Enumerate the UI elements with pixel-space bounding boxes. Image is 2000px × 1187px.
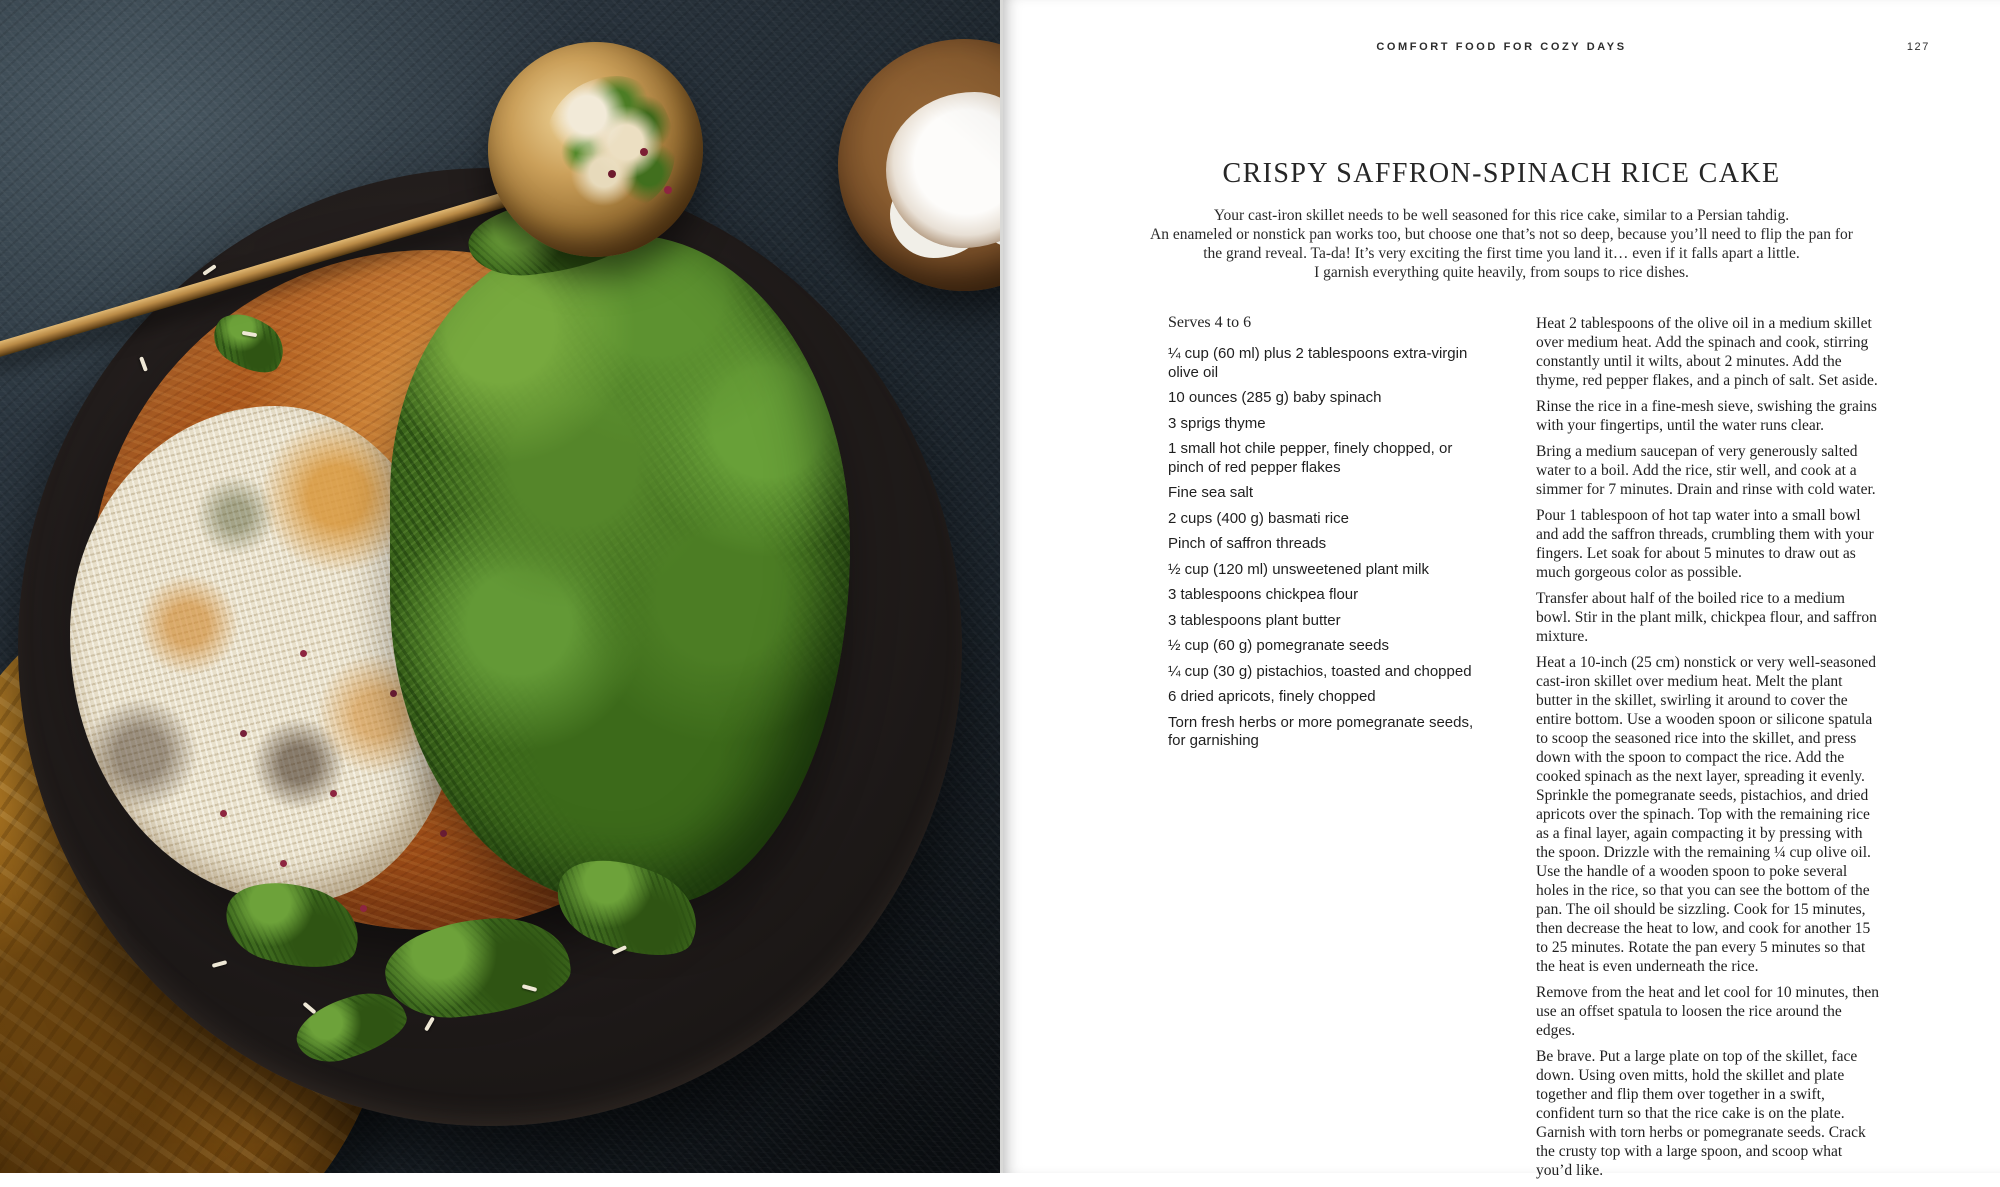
ingredient-item: 3 sprigs thyme (1168, 414, 1266, 432)
instructions-column (1536, 314, 1880, 1187)
running-header: COMFORT FOOD FOR COZY DAYS (1376, 41, 1627, 53)
ingredient-item: 3 tablespoons chickpea flour (1168, 586, 1359, 603)
ingredient-item: ¼ cup (30 g) pistachios, toasted and chopped (1168, 662, 1472, 680)
intro-line: An enameled or nonstick pan works too, but choose one that’s not so deep, because you’ll need to flip the pan for (1150, 226, 1853, 243)
instruction-step: Heat a 10-inch (25 cm) nonstick or very well-seasoned cast-iron skillet over medium heat. Melt the plant butter in the skillet, swirling it around to cover the entire bottom. Use a wooden spoon or silicone spatula to scoop the seasoned rice into the skillet, and press down with the spoon to compact the rice. Add the cooked spinach as the next layer, spreading it evenly. Sprinkle the pomegranate seeds, pistachios, and dried apricots over the spinach. Top with the remaining rice as a final layer, again compacting it by pressing with the spoon. Drizzle with the remaining ¼ cup olive oil. Use the handle of a wooden spoon to poke several holes in the rice, so that you can see the bottom of the pan. The oil should be sizzling. Cook for 15 minutes, then decrease the heat to low, and cook for another 15 to 25 minutes. Rotate the pan every 5 minutes so that the heat is even underneath the rice. (1536, 654, 1877, 975)
instruction-step: Transfer about half of the boiled rice to a medium bowl. Stir in the plant milk, chickpea flour, and saffron mixture. (1536, 590, 1877, 645)
instruction-step: Pour 1 tablespoon of hot tap water into a small bowl and add the saffron threads, crumbling them with your fingers. Let soak for about 5 minutes to draw out as much gorgeous color as possible. (1536, 507, 1874, 581)
ingredient-item: Pinch of saffron threads (1168, 535, 1327, 552)
ingredient-item: Fine sea salt (1168, 484, 1254, 501)
instruction-step: Be brave. Put a large plate on top of the skillet, face down. Using oven mitts, hold the skillet and plate together and flip them over together in a swift, confident turn so that the rice cake is on the plate. Garnish with torn herbs or pomegranate seeds. Crack the crusty top with a large spoon, and scoop what you’d like. (1536, 1048, 1866, 1179)
page-number: 127 (1906, 41, 1930, 53)
pomegranate-seeds (300, 650, 307, 657)
pomegranate-seeds (640, 148, 648, 156)
ingredient-item: 3 tablespoons plant butter (1168, 611, 1341, 629)
recipe-intro (1112, 206, 1892, 282)
ingredient-item: 10 ounces (285 g) baby spinach (1168, 389, 1382, 406)
ingredient-item: ¼ cup (60 ml) plus 2 tablespoons extra-virgin olive oil (1168, 345, 1468, 381)
herb-garnish-pile (390, 235, 850, 905)
ingredients-column (1168, 314, 1490, 758)
intro-line: Your cast-iron skillet needs to be well seasoned for this rice cake, similar to a Persian tahdig. (1213, 207, 1790, 224)
ingredient-item: 2 cups (400 g) basmati rice (1168, 509, 1349, 527)
instruction-step: Heat 2 tablespoons of the olive oil in a medium skillet over medium heat. Add the spinach and cook, stirring constantly until it wilts, about 2 minutes. Add the thyme, red pepper flakes, and a pinch of salt. Set aside. (1536, 315, 1878, 389)
ladle-contents (546, 76, 675, 214)
serves-line: Serves 4 to 6 (1168, 314, 1252, 331)
intro-line: I garnish everything quite heavily, from soups to rice dishes. (1314, 264, 1689, 281)
instruction-step: Remove from the heat and let cool for 10 minutes, then use an offset spatula to loosen the rice around the edges. (1536, 984, 1880, 1039)
ingredient-item: 1 small hot chile pepper, finely chopped, or pinch of red pepper flakes (1168, 440, 1453, 476)
ingredient-list (1168, 345, 1490, 751)
recipe-photo (0, 0, 1000, 1173)
ladle-spoon (488, 42, 703, 257)
recipe-title: CRISPY SAFFRON-SPINACH RICE CAKE (1222, 158, 1781, 189)
intro-line: the grand reveal. Ta-da! It’s very exciting the first time you land it… even if it falls apart a little. (1203, 245, 1800, 262)
ingredient-item: ½ cup (120 ml) unsweetened plant milk (1168, 560, 1429, 578)
instruction-step: Rinse the rice in a fine-mesh sieve, swishing the grains with your fingertips, until the water runs clear. (1536, 398, 1877, 434)
ingredient-item: Torn fresh herbs or more pomegranate seeds, for garnishing (1168, 713, 1474, 749)
sea-salt (886, 92, 1000, 248)
recipe-page (1000, 0, 2000, 1179)
instruction-step: Bring a medium saucepan of very generously salted water to a boil. Add the rice, stir well, and cook at a simmer for 7 minutes. Drain and rinse with cold water. (1536, 443, 1876, 498)
ingredient-item: ½ cup (60 g) pomegranate seeds (1168, 637, 1389, 654)
ingredient-item: 6 dried apricots, finely chopped (1168, 688, 1376, 705)
